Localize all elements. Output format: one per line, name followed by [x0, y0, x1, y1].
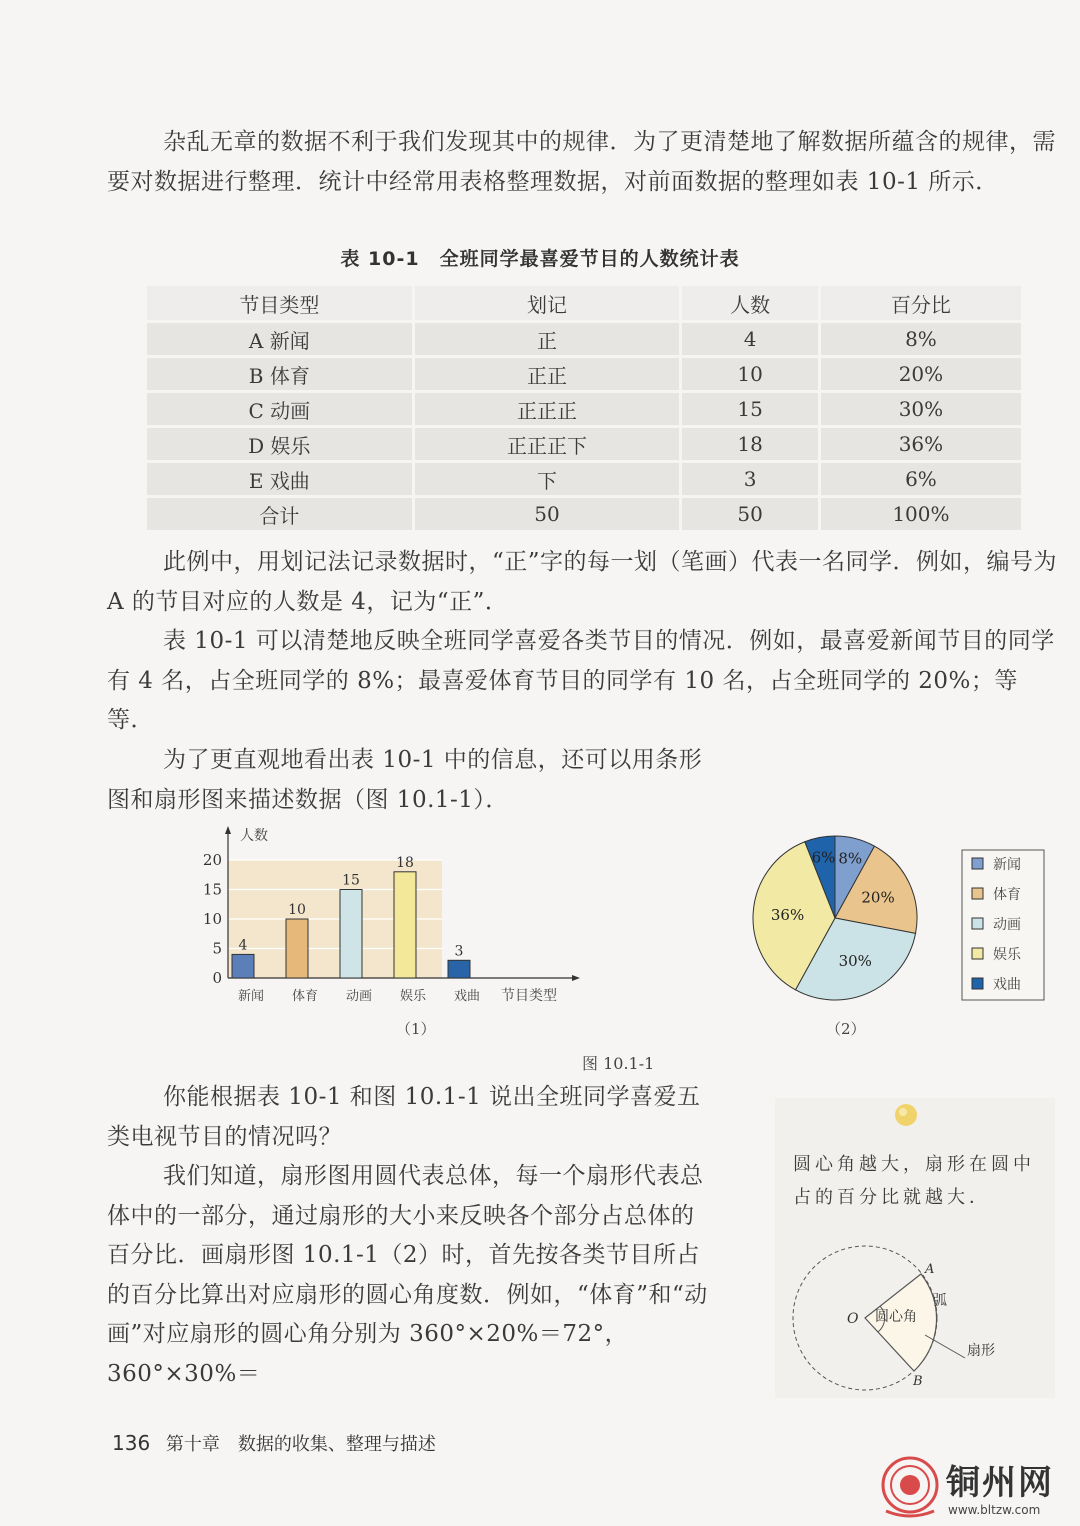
- legend-label: 娱乐: [993, 947, 1021, 963]
- watermark-logo-icon: [878, 1455, 942, 1519]
- pie-slice-label: 30%: [838, 952, 872, 971]
- legend-label: 新闻: [993, 857, 1021, 873]
- legend-label: 戏曲: [993, 977, 1021, 993]
- table-header: 百分比: [821, 286, 1021, 320]
- watermark-url: www.bltzw.com: [948, 1503, 1041, 1517]
- paragraph-charts-intro: [107, 741, 717, 820]
- label-b: B: [913, 1374, 923, 1389]
- bar: [340, 890, 362, 979]
- table-cell: D 娱乐: [147, 428, 412, 460]
- table-cell: 下: [415, 463, 680, 495]
- bar-chart-sublabel: （1）: [396, 1020, 436, 1038]
- y-tick-label: 0: [212, 969, 222, 987]
- pie-slice-label: 8%: [838, 849, 863, 868]
- table-cell: 50: [682, 498, 818, 530]
- pie-slice-label: 36%: [770, 906, 805, 925]
- y-tick-label: 5: [212, 939, 222, 958]
- table-cell: B 体育: [147, 358, 412, 390]
- table-row: [147, 498, 1021, 530]
- legend-swatch: [972, 888, 983, 899]
- legend-label: 体育: [993, 887, 1021, 903]
- tip-box: [775, 1098, 1055, 1398]
- table-cell: 100%: [821, 498, 1021, 530]
- bar-value-label: 3: [454, 943, 464, 960]
- bar-chart: [190, 820, 590, 1020]
- table-header-row: [147, 286, 1021, 320]
- bar-value-label: 4: [238, 937, 248, 954]
- pie-chart: [735, 832, 1055, 1012]
- x-axis-arrow: [572, 975, 580, 981]
- y-tick-label: 10: [202, 910, 222, 928]
- paragraph-text: 你能根据表 10-1 和图 10.1-1 说出全班同学喜爱五类电视节目的情况吗？: [107, 1084, 701, 1150]
- table-cell: 8%: [821, 323, 1021, 355]
- table-cell: 正正正下: [415, 428, 680, 460]
- bar-value-label: 15: [342, 872, 360, 889]
- bar-value-label: 10: [288, 902, 306, 918]
- table-cell: E 戏曲: [147, 463, 412, 495]
- table-cell: 6%: [821, 463, 1021, 495]
- table-cell: A 新闻: [147, 323, 412, 355]
- label-central-angle: 圆心角: [875, 1309, 917, 1325]
- paragraph-block: [107, 543, 1062, 741]
- paragraph-block-lower: [107, 1078, 717, 1394]
- sector-diagram: [785, 1243, 1045, 1393]
- legend-swatch: [972, 978, 983, 989]
- paragraph-text: 此例中，用划记法记录数据时，“正”字的每一划（笔画）代表一名同学．例如，编号为 A 的节目对应的人数是 4，记为“正”．: [107, 549, 1058, 615]
- table-cell: 50: [415, 498, 680, 530]
- table-cell: 正: [415, 323, 680, 355]
- tip-text: 圆心角越大，扇形在圆中占的百分比就越大．: [793, 1154, 1035, 1208]
- pie-slice-label: 20%: [861, 888, 895, 907]
- table-cell: 10: [682, 358, 818, 390]
- x-tick-label: 体育: [291, 989, 319, 1004]
- table-cell: 20%: [821, 358, 1021, 390]
- x-axis-label: 节目类型: [501, 988, 557, 1004]
- table-row: [147, 323, 1021, 355]
- table-row: [147, 463, 1021, 495]
- pie-chart-sublabel: （2）: [826, 1020, 866, 1038]
- y-axis-label: 人数: [240, 828, 268, 844]
- legend-swatch: [972, 948, 983, 959]
- paragraph-intro: [107, 123, 1062, 202]
- y-tick-label: 20: [202, 851, 222, 869]
- bar-value-label: 18: [396, 854, 414, 871]
- watermark-name: 铜州网: [946, 1463, 1054, 1503]
- table-header: 节目类型: [147, 286, 412, 320]
- x-tick-label: 动画: [345, 989, 373, 1004]
- page-number: 136: [112, 1431, 151, 1455]
- table-cell: 30%: [821, 393, 1021, 425]
- table-cell: C 动画: [147, 393, 412, 425]
- x-tick-label: 戏曲: [453, 989, 481, 1004]
- y-axis-arrow: [225, 826, 231, 834]
- page-footer: [112, 1430, 436, 1456]
- label-sector: 扇形: [967, 1343, 995, 1359]
- table-row: [147, 428, 1021, 460]
- table-row: [147, 358, 1021, 390]
- paragraph-text: 我们知道，扇形图用圆代表总体，每一个扇形代表总体中的一部分，通过扇形的大小来反映各个部分占总体的百分比．画扇形图 10.1-1（2）时，首先按各类节目所占的百分比算出对应扇形的圆心角度数．例如，“体育”和“动画”对应扇形的圆心角分别为 360°×20%＝72°，360°×30%＝: [107, 1163, 708, 1387]
- label-arc: 弧: [933, 1293, 947, 1309]
- table-header: 人数: [682, 286, 818, 320]
- watermark: [878, 1455, 1078, 1523]
- x-tick-label: 娱乐: [399, 989, 427, 1004]
- paragraph-text: 杂乱无章的数据不利于我们发现其中的规律．为了更清楚地了解数据所蕴含的规律，需要对数据进行整理．统计中经常用表格整理数据，对前面数据的整理如表 10-1 所示．: [107, 129, 1056, 195]
- paragraph-text: 为了更直观地看出表 10-1 中的信息，还可以用条形图和扇形图来描述数据（图 10.1-1）．: [107, 747, 703, 813]
- table-cell: 合计: [147, 498, 412, 530]
- legend-label: 动画: [993, 917, 1021, 933]
- bar: [448, 960, 470, 978]
- legend-swatch: [972, 858, 983, 869]
- table-cell: 4: [682, 323, 818, 355]
- y-tick-label: 15: [202, 880, 222, 899]
- bar: [394, 872, 416, 978]
- y-tick-labels: [203, 851, 222, 987]
- table-cell: 正正: [415, 358, 680, 390]
- table-cell: 15: [682, 393, 818, 425]
- table-cell: 36%: [821, 428, 1021, 460]
- table-cell: 18: [682, 428, 818, 460]
- pie-slice-label: 6%: [811, 848, 836, 867]
- paragraph-text: 表 10-1 可以清楚地反映全班同学喜爱各类节目的情况．例如，最喜爱新闻节目的同学有 4 名，占全班同学的 8%；最喜爱体育节目的同学有 10 名，占全班同学的 20%；等等．: [107, 628, 1055, 733]
- table-cell: 3: [682, 463, 818, 495]
- x-tick-label: 新闻: [237, 989, 265, 1004]
- tip-icon: [891, 1100, 921, 1130]
- bar: [232, 954, 254, 978]
- legend-swatch: [972, 918, 983, 929]
- figure-caption: 图 10.1-1: [582, 1054, 655, 1073]
- label-o: O: [847, 1311, 859, 1327]
- table-cell: 正正正: [415, 393, 680, 425]
- table-caption: 表 10-1 全班同学最喜爱节目的人数统计表: [340, 248, 740, 270]
- table-header: 划记: [415, 286, 680, 320]
- table-row: [147, 393, 1021, 425]
- chapter-title: 第十章 数据的收集、整理与描述: [165, 1434, 436, 1455]
- label-a: A: [925, 1262, 935, 1277]
- bar: [286, 919, 308, 978]
- statistics-table: [144, 283, 1024, 533]
